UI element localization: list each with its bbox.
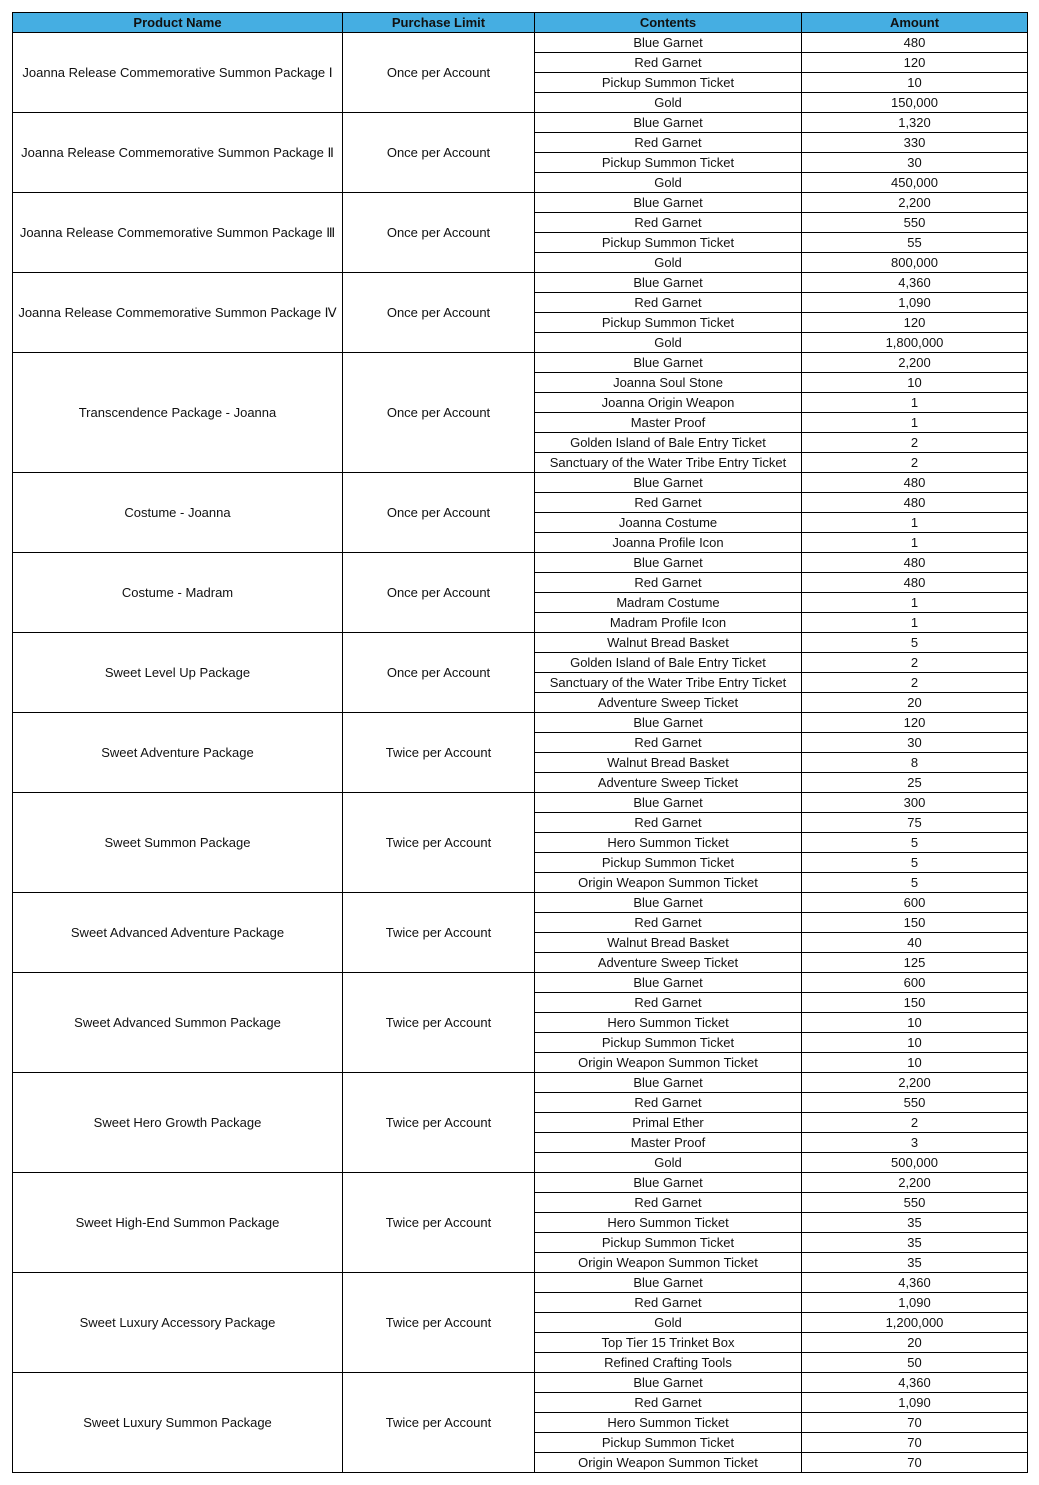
amount-cell: 300 — [802, 793, 1028, 813]
contents-cell: Master Proof — [535, 413, 802, 433]
contents-cell: Top Tier 15 Trinket Box — [535, 1333, 802, 1353]
amount-cell: 35 — [802, 1253, 1028, 1273]
amount-cell: 8 — [802, 753, 1028, 773]
amount-cell: 1 — [802, 393, 1028, 413]
amount-cell: 480 — [802, 493, 1028, 513]
table-row — [13, 713, 1028, 733]
table-row — [13, 1273, 1028, 1293]
amount-cell: 70 — [802, 1453, 1028, 1473]
amount-cell: 480 — [802, 33, 1028, 53]
purchase-limit-cell: Once per Account — [343, 633, 535, 713]
header-amount: Amount — [802, 13, 1028, 33]
amount-cell: 75 — [802, 813, 1028, 833]
contents-cell: Joanna Costume — [535, 513, 802, 533]
table-body — [13, 33, 1028, 1473]
amount-cell: 2 — [802, 673, 1028, 693]
amount-cell: 1 — [802, 413, 1028, 433]
amount-cell: 150 — [802, 913, 1028, 933]
contents-cell: Pickup Summon Ticket — [535, 1433, 802, 1453]
amount-cell: 5 — [802, 833, 1028, 853]
product-name-cell: Joanna Release Commemorative Summon Package Ⅲ — [13, 193, 343, 273]
product-name-cell: Joanna Release Commemorative Summon Package Ⅳ — [13, 273, 343, 353]
purchase-limit-cell: Twice per Account — [343, 1173, 535, 1273]
purchase-limit-cell: Twice per Account — [343, 973, 535, 1073]
amount-cell: 70 — [802, 1413, 1028, 1433]
contents-cell: Refined Crafting Tools — [535, 1353, 802, 1373]
table-row — [13, 893, 1028, 913]
amount-cell: 120 — [802, 53, 1028, 73]
contents-cell: Red Garnet — [535, 1193, 802, 1213]
product-name-cell: Sweet Level Up Package — [13, 633, 343, 713]
contents-cell: Blue Garnet — [535, 33, 802, 53]
amount-cell: 1,090 — [802, 293, 1028, 313]
header-product-name: Product Name — [13, 13, 343, 33]
contents-cell: Red Garnet — [535, 1293, 802, 1313]
contents-cell: Primal Ether — [535, 1113, 802, 1133]
contents-cell: Pickup Summon Ticket — [535, 853, 802, 873]
amount-cell: 5 — [802, 853, 1028, 873]
purchase-limit-cell: Once per Account — [343, 473, 535, 553]
amount-cell: 2 — [802, 433, 1028, 453]
amount-cell: 1,090 — [802, 1393, 1028, 1413]
contents-cell: Origin Weapon Summon Ticket — [535, 1053, 802, 1073]
contents-cell: Golden Island of Bale Entry Ticket — [535, 433, 802, 453]
contents-cell: Golden Island of Bale Entry Ticket — [535, 653, 802, 673]
contents-cell: Pickup Summon Ticket — [535, 153, 802, 173]
contents-cell: Blue Garnet — [535, 893, 802, 913]
product-name-cell: Sweet Advanced Adventure Package — [13, 893, 343, 973]
table-row — [13, 473, 1028, 493]
contents-cell: Blue Garnet — [535, 1273, 802, 1293]
table-row — [13, 33, 1028, 53]
contents-cell: Walnut Bread Basket — [535, 753, 802, 773]
amount-cell: 600 — [802, 973, 1028, 993]
amount-cell: 550 — [802, 213, 1028, 233]
amount-cell: 480 — [802, 473, 1028, 493]
amount-cell: 10 — [802, 73, 1028, 93]
contents-cell: Red Garnet — [535, 493, 802, 513]
product-name-cell: Joanna Release Commemorative Summon Package Ⅰ — [13, 33, 343, 113]
contents-cell: Gold — [535, 93, 802, 113]
contents-cell: Joanna Profile Icon — [535, 533, 802, 553]
amount-cell: 600 — [802, 893, 1028, 913]
contents-cell: Red Garnet — [535, 133, 802, 153]
contents-cell: Sanctuary of the Water Tribe Entry Ticket — [535, 453, 802, 473]
contents-cell: Red Garnet — [535, 53, 802, 73]
contents-cell: Walnut Bread Basket — [535, 933, 802, 953]
amount-cell: 5 — [802, 873, 1028, 893]
contents-cell: Gold — [535, 173, 802, 193]
amount-cell: 2 — [802, 453, 1028, 473]
contents-cell: Pickup Summon Ticket — [535, 233, 802, 253]
contents-cell: Gold — [535, 1313, 802, 1333]
amount-cell: 1,200,000 — [802, 1313, 1028, 1333]
contents-cell: Gold — [535, 253, 802, 273]
table-row — [13, 1073, 1028, 1093]
amount-cell: 3 — [802, 1133, 1028, 1153]
amount-cell: 1 — [802, 533, 1028, 553]
contents-cell: Joanna Origin Weapon — [535, 393, 802, 413]
amount-cell: 55 — [802, 233, 1028, 253]
contents-cell: Sanctuary of the Water Tribe Entry Ticket — [535, 673, 802, 693]
contents-cell: Red Garnet — [535, 213, 802, 233]
amount-cell: 120 — [802, 713, 1028, 733]
contents-cell: Blue Garnet — [535, 1073, 802, 1093]
contents-cell: Blue Garnet — [535, 193, 802, 213]
contents-cell: Gold — [535, 333, 802, 353]
amount-cell: 2 — [802, 1113, 1028, 1133]
amount-cell: 330 — [802, 133, 1028, 153]
table-row — [13, 793, 1028, 813]
product-name-cell: Sweet Summon Package — [13, 793, 343, 893]
contents-cell: Red Garnet — [535, 813, 802, 833]
purchase-limit-cell: Once per Account — [343, 553, 535, 633]
contents-cell: Walnut Bread Basket — [535, 633, 802, 653]
contents-cell: Adventure Sweep Ticket — [535, 953, 802, 973]
amount-cell: 20 — [802, 1333, 1028, 1353]
contents-cell: Blue Garnet — [535, 713, 802, 733]
contents-cell: Blue Garnet — [535, 1373, 802, 1393]
amount-cell: 800,000 — [802, 253, 1028, 273]
amount-cell: 550 — [802, 1093, 1028, 1113]
amount-cell: 120 — [802, 313, 1028, 333]
amount-cell: 5 — [802, 633, 1028, 653]
purchase-limit-cell: Twice per Account — [343, 1273, 535, 1373]
amount-cell: 10 — [802, 1033, 1028, 1053]
amount-cell: 150,000 — [802, 93, 1028, 113]
table-row — [13, 273, 1028, 293]
amount-cell: 2,200 — [802, 193, 1028, 213]
contents-cell: Red Garnet — [535, 993, 802, 1013]
product-name-cell: Sweet Hero Growth Package — [13, 1073, 343, 1173]
amount-cell: 125 — [802, 953, 1028, 973]
contents-cell: Red Garnet — [535, 573, 802, 593]
contents-cell: Joanna Soul Stone — [535, 373, 802, 393]
amount-cell: 150 — [802, 993, 1028, 1013]
contents-cell: Origin Weapon Summon Ticket — [535, 873, 802, 893]
header-row — [13, 13, 1028, 33]
amount-cell: 4,360 — [802, 1373, 1028, 1393]
purchase-limit-cell: Twice per Account — [343, 1073, 535, 1173]
amount-cell: 1 — [802, 513, 1028, 533]
purchase-limit-cell: Once per Account — [343, 113, 535, 193]
amount-cell: 50 — [802, 1353, 1028, 1373]
amount-cell: 2 — [802, 653, 1028, 673]
amount-cell: 30 — [802, 733, 1028, 753]
table-row — [13, 113, 1028, 133]
amount-cell: 25 — [802, 773, 1028, 793]
product-name-cell: Sweet Advanced Summon Package — [13, 973, 343, 1073]
contents-cell: Pickup Summon Ticket — [535, 1233, 802, 1253]
table-header — [13, 13, 1028, 33]
contents-cell: Pickup Summon Ticket — [535, 1033, 802, 1053]
contents-cell: Red Garnet — [535, 913, 802, 933]
amount-cell: 2,200 — [802, 1173, 1028, 1193]
table-row — [13, 1373, 1028, 1393]
amount-cell: 2,200 — [802, 353, 1028, 373]
contents-cell: Red Garnet — [535, 733, 802, 753]
amount-cell: 10 — [802, 373, 1028, 393]
purchase-limit-cell: Twice per Account — [343, 1373, 535, 1473]
contents-cell: Blue Garnet — [535, 473, 802, 493]
package-table — [12, 12, 1028, 1473]
amount-cell: 4,360 — [802, 1273, 1028, 1293]
product-name-cell: Sweet Luxury Accessory Package — [13, 1273, 343, 1373]
header-contents: Contents — [535, 13, 802, 33]
amount-cell: 500,000 — [802, 1153, 1028, 1173]
amount-cell: 480 — [802, 553, 1028, 573]
contents-cell: Hero Summon Ticket — [535, 1213, 802, 1233]
product-name-cell: Sweet Luxury Summon Package — [13, 1373, 343, 1473]
product-name-cell: Costume - Joanna — [13, 473, 343, 553]
amount-cell: 1 — [802, 593, 1028, 613]
amount-cell: 10 — [802, 1013, 1028, 1033]
contents-cell: Madram Costume — [535, 593, 802, 613]
contents-cell: Master Proof — [535, 1133, 802, 1153]
product-name-cell: Sweet Adventure Package — [13, 713, 343, 793]
contents-cell: Red Garnet — [535, 1393, 802, 1413]
amount-cell: 40 — [802, 933, 1028, 953]
contents-cell: Red Garnet — [535, 1093, 802, 1113]
table-row — [13, 193, 1028, 213]
table-row — [13, 633, 1028, 653]
purchase-limit-cell: Twice per Account — [343, 893, 535, 973]
table-row — [13, 353, 1028, 373]
contents-cell: Origin Weapon Summon Ticket — [535, 1453, 802, 1473]
contents-cell: Madram Profile Icon — [535, 613, 802, 633]
product-name-cell: Sweet High-End Summon Package — [13, 1173, 343, 1273]
contents-cell: Pickup Summon Ticket — [535, 313, 802, 333]
amount-cell: 1,320 — [802, 113, 1028, 133]
amount-cell: 35 — [802, 1233, 1028, 1253]
product-name-cell: Costume - Madram — [13, 553, 343, 633]
contents-cell: Blue Garnet — [535, 273, 802, 293]
purchase-limit-cell: Twice per Account — [343, 713, 535, 793]
contents-cell: Red Garnet — [535, 293, 802, 313]
contents-cell: Blue Garnet — [535, 793, 802, 813]
contents-cell: Adventure Sweep Ticket — [535, 693, 802, 713]
contents-cell: Blue Garnet — [535, 973, 802, 993]
amount-cell: 70 — [802, 1433, 1028, 1453]
contents-cell: Hero Summon Ticket — [535, 833, 802, 853]
purchase-limit-cell: Once per Account — [343, 33, 535, 113]
purchase-limit-cell: Once per Account — [343, 353, 535, 473]
table-row — [13, 973, 1028, 993]
table-row — [13, 553, 1028, 573]
amount-cell: 10 — [802, 1053, 1028, 1073]
purchase-limit-cell: Twice per Account — [343, 793, 535, 893]
contents-cell: Hero Summon Ticket — [535, 1413, 802, 1433]
amount-cell: 550 — [802, 1193, 1028, 1213]
contents-cell: Blue Garnet — [535, 1173, 802, 1193]
product-name-cell: Transcendence Package - Joanna — [13, 353, 343, 473]
contents-cell: Gold — [535, 1153, 802, 1173]
header-purchase-limit: Purchase Limit — [343, 13, 535, 33]
table-row — [13, 1173, 1028, 1193]
amount-cell: 1,800,000 — [802, 333, 1028, 353]
amount-cell: 480 — [802, 573, 1028, 593]
contents-cell: Blue Garnet — [535, 553, 802, 573]
contents-cell: Origin Weapon Summon Ticket — [535, 1253, 802, 1273]
contents-cell: Blue Garnet — [535, 353, 802, 373]
amount-cell: 450,000 — [802, 173, 1028, 193]
amount-cell: 4,360 — [802, 273, 1028, 293]
contents-cell: Pickup Summon Ticket — [535, 73, 802, 93]
amount-cell: 30 — [802, 153, 1028, 173]
amount-cell: 20 — [802, 693, 1028, 713]
contents-cell: Hero Summon Ticket — [535, 1013, 802, 1033]
product-name-cell: Joanna Release Commemorative Summon Package Ⅱ — [13, 113, 343, 193]
purchase-limit-cell: Once per Account — [343, 193, 535, 273]
amount-cell: 1,090 — [802, 1293, 1028, 1313]
amount-cell: 1 — [802, 613, 1028, 633]
contents-cell: Adventure Sweep Ticket — [535, 773, 802, 793]
amount-cell: 35 — [802, 1213, 1028, 1233]
purchase-limit-cell: Once per Account — [343, 273, 535, 353]
contents-cell: Blue Garnet — [535, 113, 802, 133]
amount-cell: 2,200 — [802, 1073, 1028, 1093]
